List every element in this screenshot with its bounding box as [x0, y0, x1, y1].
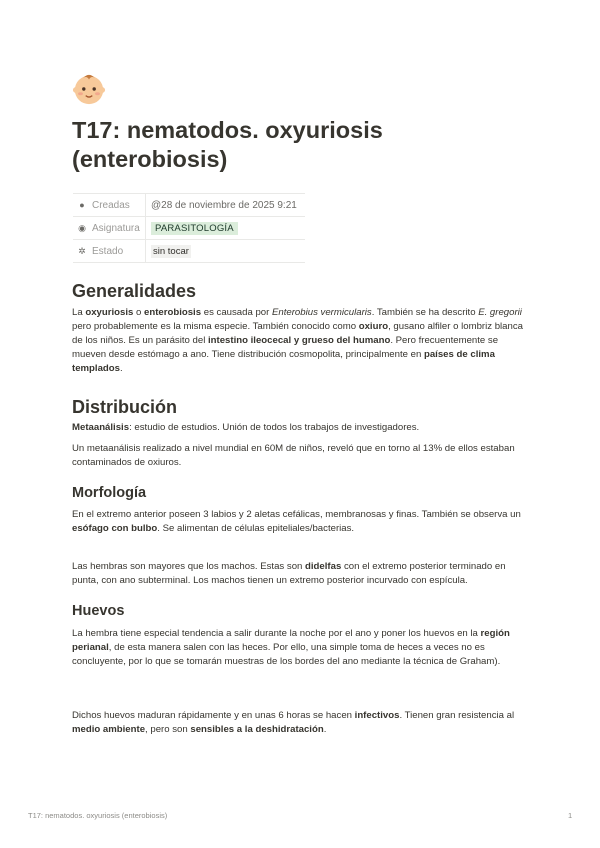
status-tag[interactable]: sin tocar	[153, 245, 189, 257]
clock-icon: ●	[79, 199, 85, 210]
properties-table	[73, 193, 305, 263]
property-row-creadas	[73, 194, 305, 217]
heading-huevos: Huevos	[72, 603, 125, 619]
property-label: Estado	[92, 245, 124, 257]
property-row-asignatura	[73, 217, 305, 240]
paragraph-huevos-2: Dichos huevos maduran rápidamente y en unas 6 horas se hacen infectivos. Tienen gran resistencia al medio ambiente, pero son sensibles a la deshidratación.	[72, 710, 515, 735]
paragraph-distribucion-2: Un metaanálisis realizado a nivel mundial en 60M de niños, reveló que en torno al 13% de ellos estaban contaminados de oxiuros.	[72, 443, 515, 468]
property-label: Asignatura	[92, 222, 140, 234]
property-label: Creadas	[92, 199, 130, 211]
paragraph-generalidades: La oxyuriosis o enterobiosis es causada por Enterobius vermicularis. También se ha descrito E. gregorii pero probablemente es la misma especie. También conocido como oxiuro, gusano alfiler o lombriz blanca de los niños. Es un parásito del intestino ileocecal y grueso del humano. Pero frecuentemente se mueven desde estómago a ano. Tiene distribución cosmopolita, principalmente en países de clima templados.	[72, 307, 523, 374]
baby-face-icon	[72, 72, 106, 106]
paragraph-huevos-1: La hembra tiene especial tendencia a salir durante la noche por el ano y poner los huevos en la región perianal, de esta manera salen con las heces. Por ello, una simple toma de heces a veces no es concluyente, por lo que se tomarán muestras de los bordes del ano mediante la técnica de Graham).	[72, 628, 510, 667]
status-icon: ✲	[78, 245, 86, 256]
footer-title: T17: nematodos. oxyuriosis (enterobiosis)	[28, 811, 168, 820]
paragraph-morfologia-1: En el extremo anterior poseen 3 labios y 2 aletas cefálicas, membranosas y finas. También se observa un esófago con bulbo. Se alimentan de células epiteliales/bacterias.	[72, 509, 521, 534]
paragraph-morfologia-2: Las hembras son mayores que los machos. Estas son didelfas con el extremo posterior terminado en punta, con ano subterminal. Los machos tienen un extremo posterior incurvado con espícula.	[72, 561, 506, 586]
page-number: 1	[568, 811, 573, 820]
paragraph-distribucion-1: Metaanálisis: estudio de estudios. Unión de todos los trabajos de investigadores.	[72, 422, 420, 433]
property-value-date[interactable]: @28 de noviembre de 2025 9:21	[151, 199, 297, 211]
subject-tag[interactable]: PARASITOLOGÍA	[151, 222, 238, 235]
target-icon: ◉	[78, 222, 86, 233]
heading-distribucion: Distribución	[72, 397, 178, 417]
heading-generalidades: Generalidades	[72, 281, 197, 301]
property-row-estado	[73, 240, 305, 263]
heading-morfologia: Morfología	[72, 485, 147, 501]
page-title: T17: nematodos. oxyuriosis (enterobiosis)	[72, 117, 383, 172]
